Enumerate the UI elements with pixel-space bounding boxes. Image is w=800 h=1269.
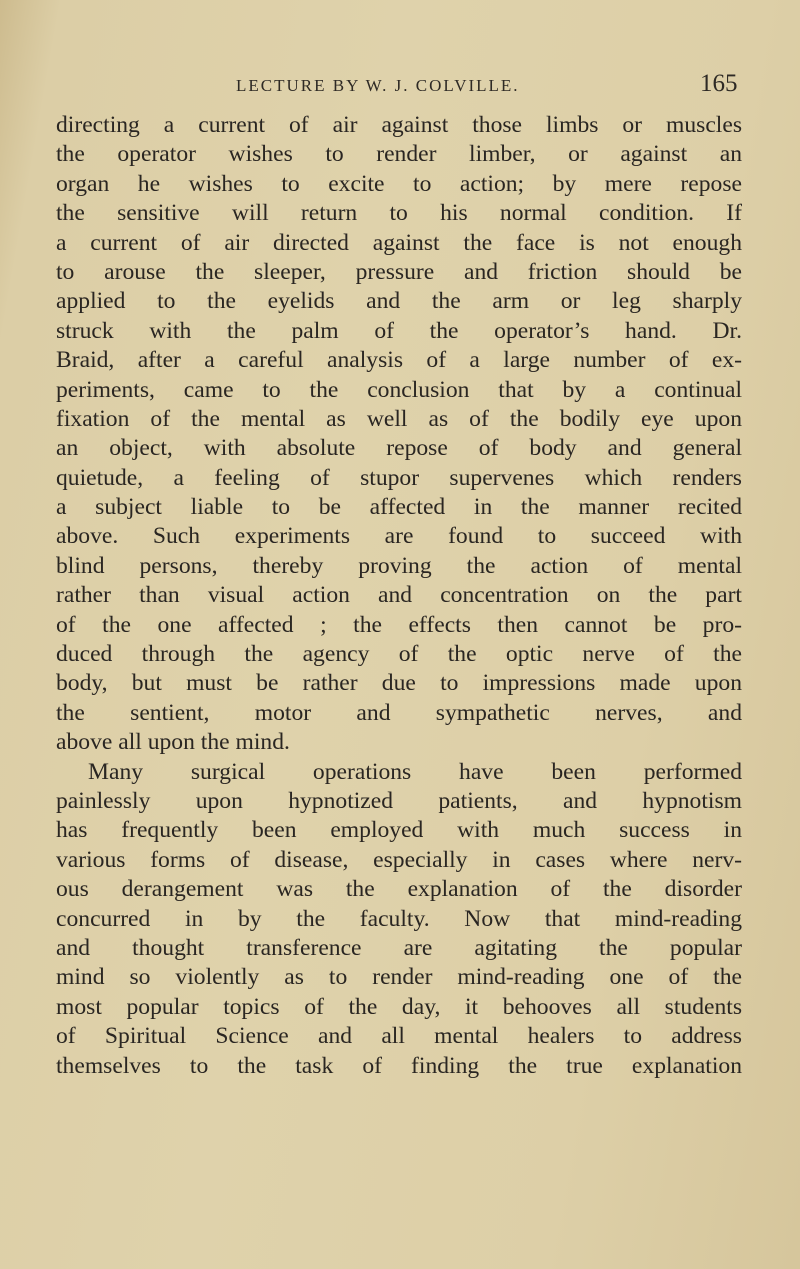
page-number: 165: [700, 70, 738, 97]
paragraph-2: [56, 758, 742, 1081]
text-line: struck with the palm of the operator’s hand. Dr.: [56, 317, 742, 344]
text-line: quietude, a feeling of stupor supervenes which renders: [56, 464, 742, 491]
text-line: most popular topics of the day, it behooves all students: [56, 993, 742, 1020]
text-line: rather than visual action and concentration on the part: [56, 582, 742, 609]
text-line: mind so violently as to render mind-reading one of the: [56, 964, 742, 991]
text-line: fixation of the mental as well as of the bodily eye upon: [56, 405, 742, 432]
text-line: a current of air directed against the face is not enough: [56, 229, 742, 256]
text-line: above all upon the mind.: [56, 729, 290, 756]
text-line: ous derangement was the explanation of the disorder: [56, 876, 742, 903]
text-line: duced through the agency of the optic nerve of the: [56, 641, 742, 668]
text-line: blind persons, thereby proving the action of mental: [56, 552, 742, 579]
text-line: of the one affected ; the effects then cannot be pro-: [56, 611, 742, 638]
text-line: Many surgical operations have been performed: [88, 758, 742, 785]
text-line: body, but must be rather due to impressions made upon: [56, 670, 742, 697]
text-line: Braid, after a careful analysis of a large number of ex-: [56, 347, 742, 374]
text-line: the sensitive will return to his normal condition. If: [56, 200, 742, 227]
text-line: organ he wishes to excite to action; by mere repose: [56, 170, 742, 197]
text-line: the sentient, motor and sympathetic nerves, and: [56, 699, 742, 726]
text-line: of Spiritual Science and all mental healers to address: [56, 1023, 742, 1050]
text-line: the operator wishes to render limber, or against an: [56, 141, 742, 168]
text-line: various forms of disease, especially in cases where nerv-: [56, 846, 742, 873]
body-text: [56, 111, 742, 1081]
text-line: a subject liable to be affected in the manner recited: [56, 494, 742, 521]
text-line: painlessly upon hypnotized patients, and hypnotism: [56, 787, 742, 814]
text-line: periments, came to the conclusion that by a continual: [56, 376, 742, 403]
text-line: above. Such experiments are found to succeed with: [56, 523, 742, 550]
text-line: has frequently been employed with much success in: [56, 817, 742, 844]
text-line: applied to the eyelids and the arm or leg sharply: [56, 288, 742, 315]
text-line: to arouse the sleeper, pressure and friction should be: [56, 258, 742, 285]
running-head: LECTURE BY W. J. COLVILLE.: [236, 76, 520, 95]
text-line: directing a current of air against those limbs or muscles: [56, 112, 742, 138]
paragraph-1: [56, 111, 742, 758]
text-line: themselves to the task of finding the true explanation: [56, 1052, 742, 1079]
text-line: an object, with absolute repose of body and general: [56, 435, 742, 462]
text-line: and thought transference are agitating the popular: [56, 934, 742, 961]
text-line: concurred in by the faculty. Now that mind-reading: [56, 905, 742, 932]
